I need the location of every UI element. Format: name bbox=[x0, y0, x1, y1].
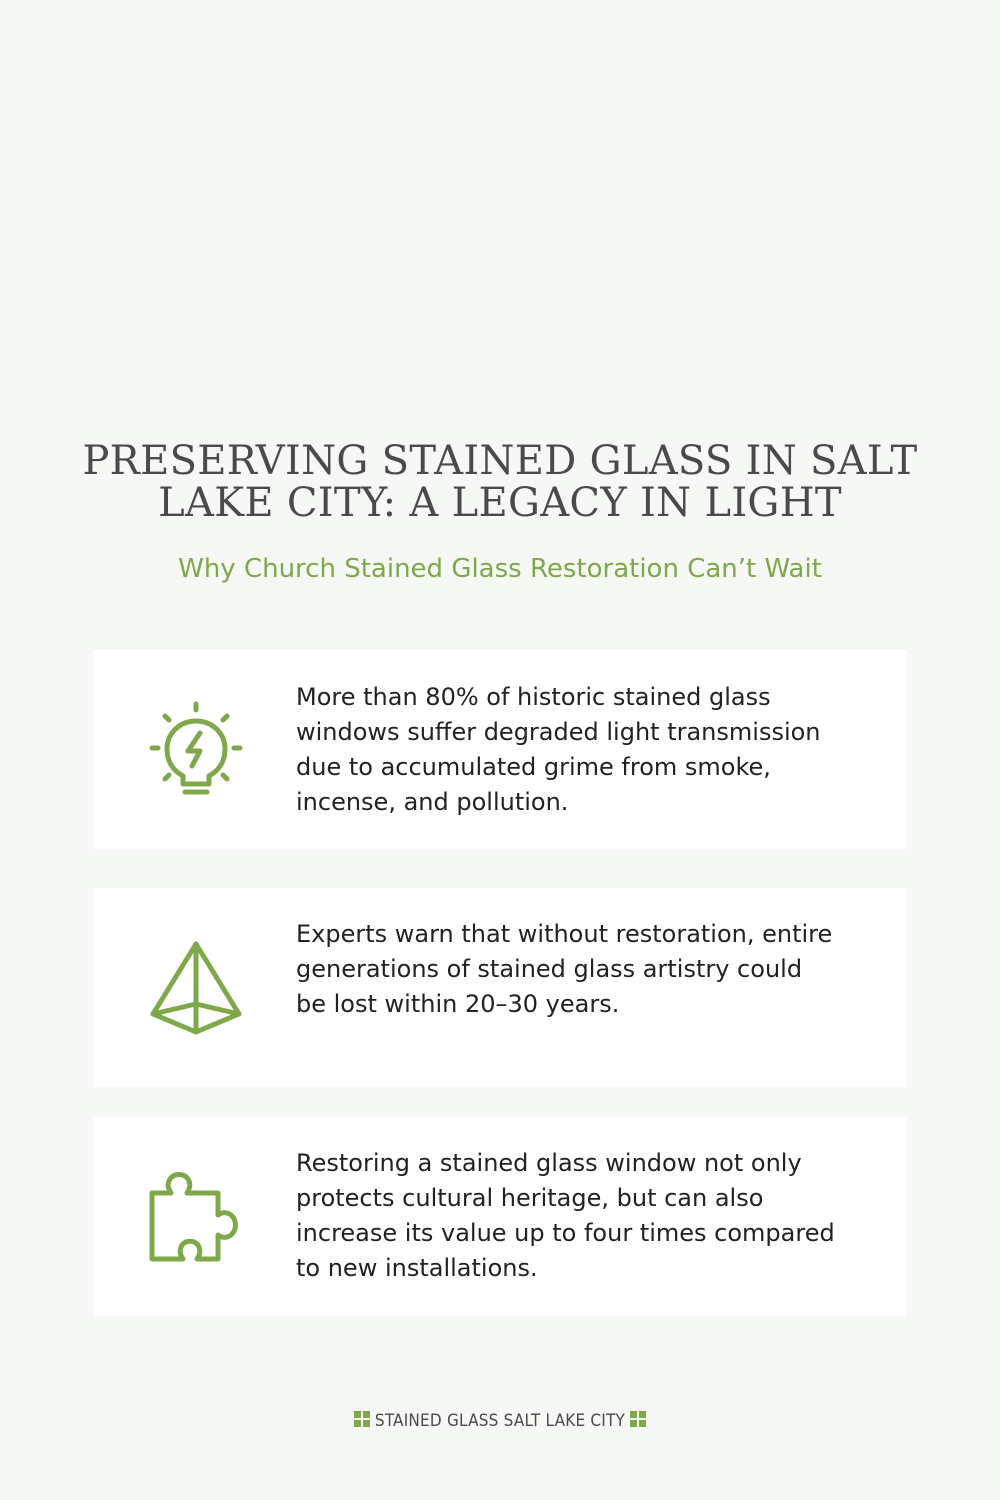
window-grid-icon bbox=[354, 1411, 370, 1427]
window-grid-icon bbox=[630, 1411, 646, 1427]
fact-card-3 bbox=[93, 1117, 907, 1316]
fact-card-2 bbox=[93, 888, 907, 1087]
puzzle-piece-icon bbox=[143, 1167, 249, 1267]
logo-text: STAINED GLASS SALT LAKE CITY bbox=[374, 1411, 626, 1431]
fact-text-1: More than 80% of historic stained glass windows suffer degraded light transmission due to accumulated grime from smoke, incense, and pollution. bbox=[296, 683, 821, 816]
page-subtitle: Why Church Stained Glass Restoration Can’t Wait bbox=[178, 554, 822, 584]
prism-icon bbox=[143, 938, 249, 1038]
fact-text-2: Experts warn that without restoration, entire generations of stained glass artistry could be lost within 20–30 years. bbox=[296, 920, 833, 1018]
page-title: PRESERVING STAINED GLASS IN SALT LAKE CITY: A LEGACY IN LIGHT bbox=[82, 438, 918, 526]
fact-card-1 bbox=[93, 650, 907, 849]
footer-logo bbox=[300, 1408, 700, 1434]
lightbulb-icon bbox=[143, 700, 249, 800]
fact-text-3: Restoring a stained glass window not only protects cultural heritage, but can also increase its value up to four times compared to new installations. bbox=[296, 1149, 835, 1282]
